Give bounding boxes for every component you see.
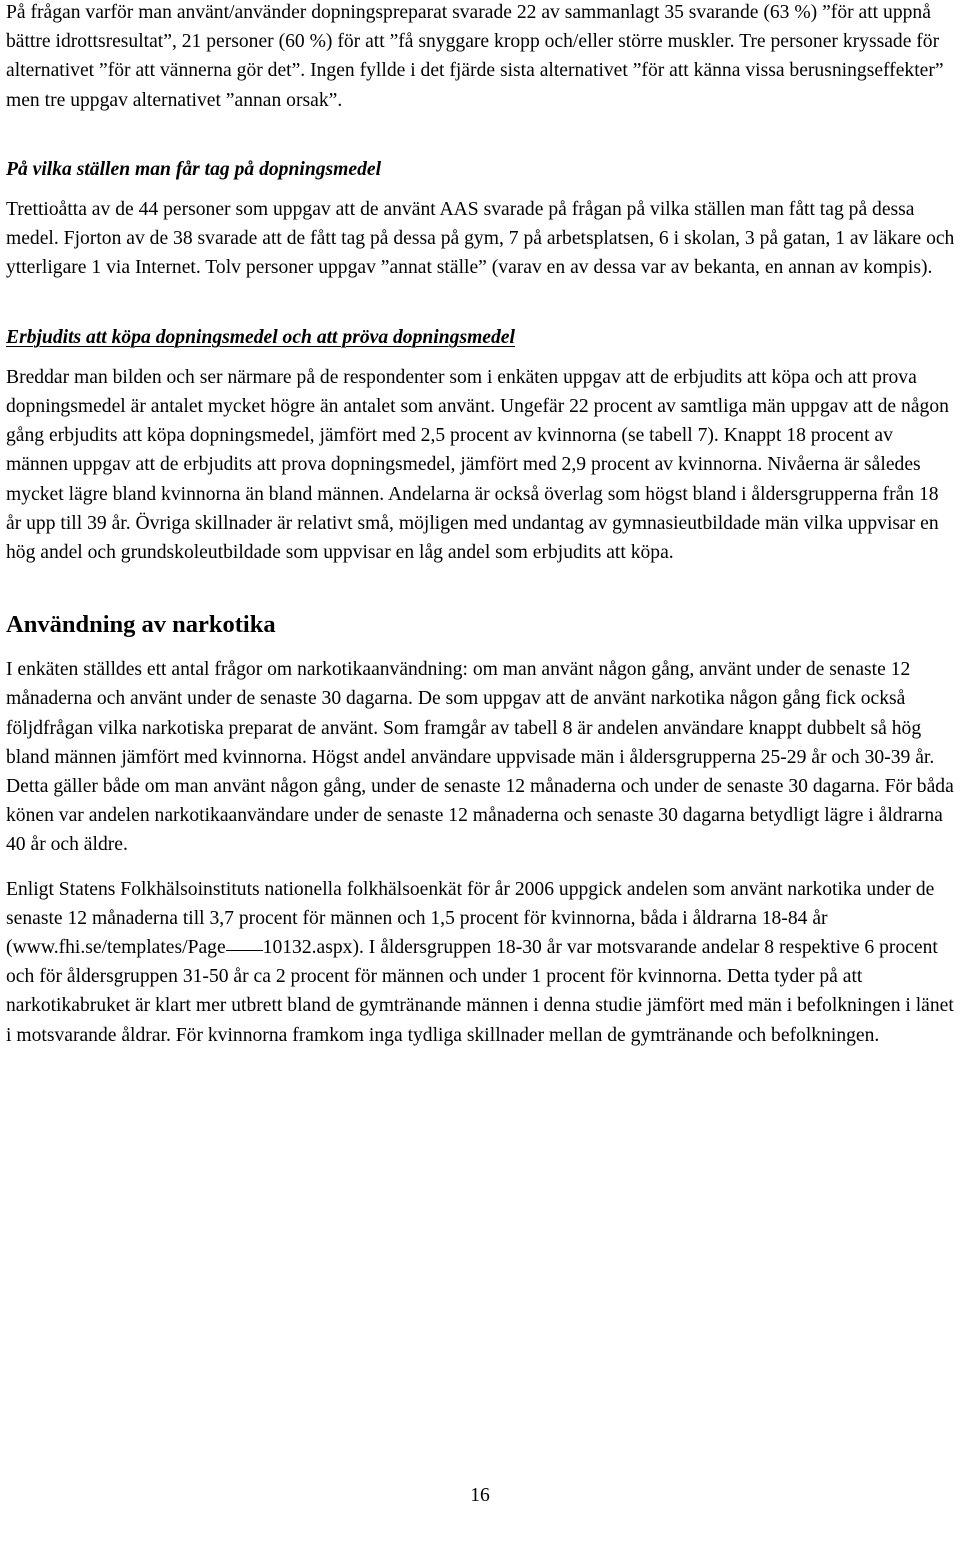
- document-page: [6, 0, 958, 1050]
- fhi-url-link[interactable]: [13, 937, 353, 958]
- url-underscore-gap: [226, 949, 263, 951]
- narcotics-heading: Användning av narkotika: [6, 611, 276, 639]
- narcotics-paragraph-2: [6, 875, 958, 1050]
- page-number: 16: [470, 1485, 490, 1506]
- paragraph-2-text-start: Enligt Statens Folkhälsoinstituts nationella folkhälsoenkät för år 2006 uppgick andelen som använt narkotika under de senaste 12 månaderna till 3,7 procent för männen och 1,5 procent för kvinnorna, båda i åldrarna 18-84 år (: [6, 878, 935, 959]
- paragraph-2-text-end: ). I åldersgruppen 18-30 år var motsvarande andelar 8 respektive 6 procent och för åldersgruppen 31-50 år ca 2 procent för männen och under 1 procent för kvinnorna. Detta tyder på att narkotikabruket är klart mer utbrett bland de gymtränande männen i denna studie jämfört med män i befolkningen i länet i motsvarande åldrar. För kvinnorna framkom inga tydliga skillnader mellan de gymtränande och befolkningen.: [6, 937, 954, 1046]
- offered-paragraph: Breddar man bilden och ser närmare på de respondenter som i enkäten uppgav att de erbjudits att köpa och att prova dopningsmedel är antalet mycket högre än antalet som använt. Ungefär 22 procent av samtliga män uppgav att de någon gång erbjudits att köpa dopningsmedel, jämfört med 2,5 procent av kvinnorna (se tabell 7). Knappt 18 procent av männen uppgav att de erbjudits att prova dopningsmedel, jämfört med 2,9 procent av kvinnorna. Nivåerna är således mycket lägre bland kvinnorna än bland männen. Andelarna är också överlag som högst bland i åldersgrupperna från 18 år upp till 39 år. Övriga skillnader är relativt små, möjligen med undantag av gymnasieutbildade män vilka uppvisar en hög andel och grundskoleutbildade som uppvisar en låg andel som erbjudits att köpa.: [6, 366, 949, 564]
- intro-paragraph: På frågan varför man använt/använder dopningspreparat svarade 22 av sammanlagt 35 svarande (63 %) ”för att uppnå bättre idrottsresultat”, 21 personer (60 %) för att ”få snyggare kropp och/eller större muskler. Tre personer kryssade för alternativet ”för att vännerna gör det”. Ingen fyllde i det fjärde sista alternativet ”för att känna vissa berusningseffekter” men tre uppgav alternativet ”annan orsak”.: [6, 2, 944, 111]
- sources-heading: På vilka ställen man får tag på dopningsmedel: [6, 158, 382, 180]
- fhi-url-start: www.fhi.se/templates/Page: [12, 937, 226, 959]
- narcotics-paragraph-1: I enkäten ställdes ett antal frågor om narkotikaanvändning: om man använt någon gång, använt under de senaste 12 månaderna och använt under de senaste 30 dagarna. De som uppgav att de använt narkotika någon gång fick också följdfrågan vilka narkotiska preparat de använt. Som framgår av tabell 8 är andelen användare knappt dubbelt så hög bland männen jämfört med kvinnorna. Högst andel användare uppvisade män i åldersgrupperna 25-29 år och 30-39 år. Detta gäller både om man använt någon gång, under de senaste 12 månaderna och under de senaste 30 dagarna. För båda könen var andelen narkotikaanvändare under de senaste 12 månaderna och senaste 30 dagarna betydligt lägre i åldrarna 40 år och äldre.: [6, 659, 954, 856]
- offered-heading: Erbjudits att köpa dopningsmedel och att pröva dopningsmedel: [6, 326, 515, 348]
- fhi-url-end: 10132.aspx: [262, 937, 353, 959]
- sources-paragraph: Trettioåtta av de 44 personer som uppgav att de använt AAS svarade på frågan på vilka ställen man fått tag på dessa medel. Fjorton av de 38 svarade att de fått tag på dessa på gym, 7 på arbetsplatsen, 6 i skolan, 3 på gatan, 1 av läkare och ytterligare 1 via Internet. Tolv personer uppgav ”annat ställe” (varav en av dessa var av bekanta, en annan av kompis).: [6, 199, 955, 279]
